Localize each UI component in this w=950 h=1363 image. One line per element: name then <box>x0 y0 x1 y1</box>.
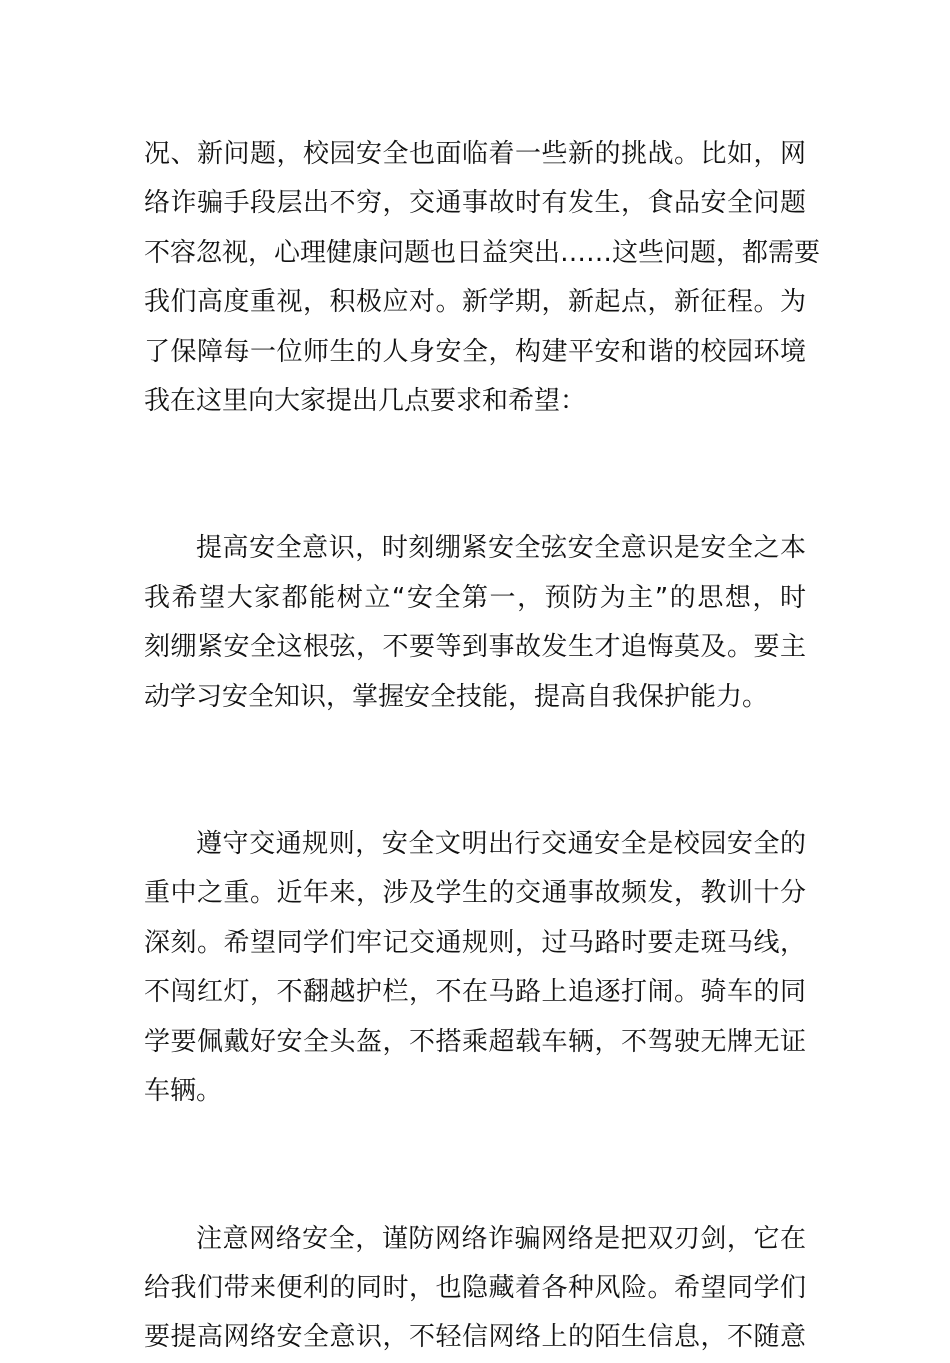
text-line: 动学习安全知识，掌握安全技能，提高自我保护能力。 <box>144 681 769 712</box>
text-line: 遵守交通规则，安全文明出行交通安全是校园安全的 <box>196 829 806 860</box>
text-line: 要提高网络安全意识，不轻信网络上的陌生信息，不随意 <box>144 1322 806 1353</box>
text-line: 车辆。 <box>144 1076 223 1107</box>
text-line: 提高安全意识，时刻绷紧安全弦安全意识是安全之本 <box>196 533 806 564</box>
text-line: 络诈骗手段层出不穷，交通事故时有发生，食品安全问题 <box>144 188 806 219</box>
text-line: 注意网络安全，谨防网络诈骗网络是把双刃剑，它在 <box>196 1223 806 1254</box>
text-line: 我们高度重视，积极应对。新学期，新起点，新征程。为 <box>144 287 806 318</box>
text-line: 我希望大家都能树立“安全第一，预防为主”的思想，时 <box>144 582 806 613</box>
text-line: 我在这里向大家提出几点要求和希望： <box>144 386 587 417</box>
text-line: 重中之重。近年来，涉及学生的交通事故频发，教训十分 <box>144 878 806 909</box>
text-line: 了保障每一位师生的人身安全，构建平安和谐的校园环境 <box>144 336 806 367</box>
text-line: 况、新问题，校园安全也面临着一些新的挑战。比如，网 <box>144 139 806 169</box>
paragraph-network-safety <box>144 1215 806 1363</box>
text-line: 深刻。希望同学们牢记交通规则，过马路时要走斑马线， <box>144 927 806 958</box>
text-line: 刻绷紧安全这根弦，不要等到事故发生才追悔莫及。要主 <box>144 632 806 663</box>
document-page <box>144 130 821 1363</box>
text-line: 给我们带来便利的同时，也隐藏着各种风险。希望同学们 <box>144 1272 806 1303</box>
text-line: 不容忽视，心理健康问题也日益突出……这些问题，都需要 <box>144 237 821 268</box>
paragraph-gap <box>144 1117 806 1215</box>
paragraph-gap <box>144 722 806 820</box>
paragraph-continuation <box>144 130 821 426</box>
paragraph-safety-awareness <box>144 524 806 722</box>
text-line: 不闯红灯，不翻越护栏，不在马路上追逐打闹。骑车的同 <box>144 977 806 1008</box>
paragraph-traffic-rules <box>144 820 806 1116</box>
paragraph-gap <box>144 426 806 524</box>
text-line: 学要佩戴好安全头盔，不搭乘超载车辆，不驾驶无牌无证 <box>144 1026 806 1057</box>
